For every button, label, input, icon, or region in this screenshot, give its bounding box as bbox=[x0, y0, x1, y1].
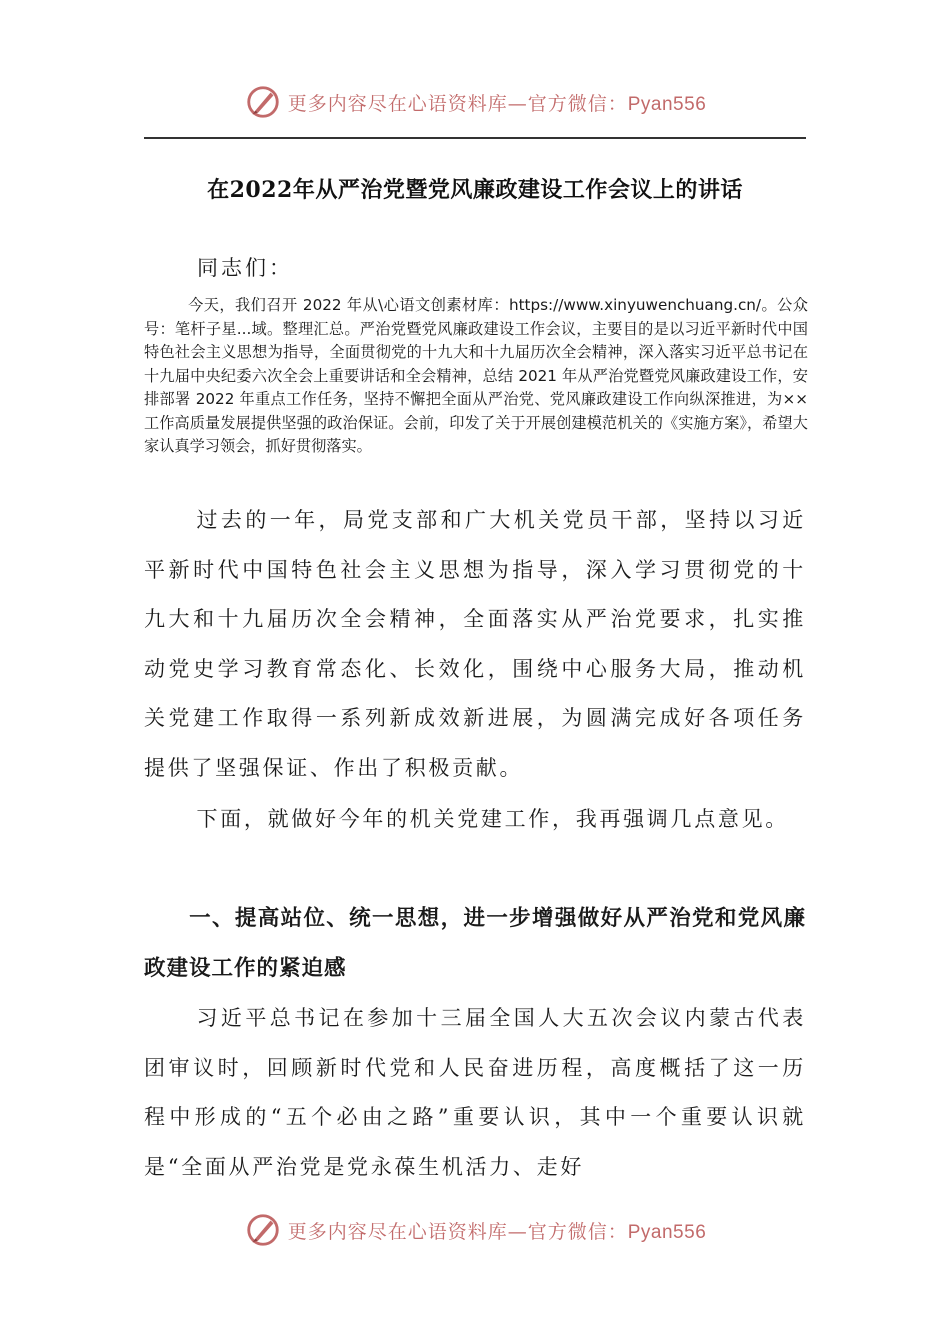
body-paragraph: 过去的一年，局党支部和广大机关党员干部，坚持以习近平新时代中国特色社会主义思想为指导，深入学习贯彻党的十九大和十九届历次全会精神，全面落实从严治党要求，扎实推动党史学习教育常态化、长效化，围绕中心服务大局，推动机关党建工作取得一系列新成效新进展，为圆满完成好各项任务提供了坚强保证、作出了积极贡献。 bbox=[144, 508, 806, 780]
pen-logo-icon bbox=[244, 1211, 282, 1249]
header-watermark bbox=[0, 80, 950, 124]
intro-paragraph: 今天，我们召开 2022 年从\心语文创素材库：https://www.xinyuwenchuang.cn/。公众号：笔杆子星...域。整理汇总。严治党暨党风廉政建设工作会议，主要目的是以习近平新时代中国特色社会主义思想为指导，全面贯彻党的十九大和十九届历次全会精神，深入落实习近平总书记在十九届中央纪委六次全会上重要讲话和全会精神，总结 2021 年从严治党暨党风廉政建设工作，安排部署 2022 年重点工作任务，坚持不懈把全面从严治党、党风廉政建设工作向纵深推进，为××工作高质量发展提供坚强的政治保证。会前，印发了关于开展创建模范机关的《实施方案》，希望大家认真学习领会，抓好贯彻落实。 bbox=[144, 296, 808, 455]
watermark-text: 更多内容尽在心语资料库—官方微信：Pyan556 bbox=[287, 1220, 707, 1243]
header-divider bbox=[144, 137, 806, 139]
watermark-wechat-id: Pyan556 bbox=[627, 1221, 707, 1243]
document-title: 在2022年从严治党暨党风廉政建设工作会议上的讲话 bbox=[207, 177, 743, 203]
greeting: 同志们： bbox=[197, 256, 293, 280]
footer-watermark bbox=[0, 1208, 950, 1252]
watermark-wechat-id: Pyan556 bbox=[627, 93, 707, 115]
body-paragraph: 习近平总书记在参加十三届全国人大五次会议内蒙古代表团审议时，回顾新时代党和人民奋进历程，高度概括了这一历程中形成的“五个必由之路”重要认识，其中一个重要认识就是“全面从严治党是党永葆生机活力、走好 bbox=[144, 1006, 806, 1179]
body-paragraph: 下面，就做好今年的机关党建工作，我再强调几点意见。 bbox=[196, 807, 789, 831]
pen-logo-icon bbox=[244, 83, 282, 121]
section-heading: 一、提高站位、统一思想，进一步增强做好从严治党和党风廉政建设工作的紧迫感 bbox=[144, 906, 806, 981]
watermark-text: 更多内容尽在心语资料库—官方微信：Pyan556 bbox=[287, 92, 707, 115]
